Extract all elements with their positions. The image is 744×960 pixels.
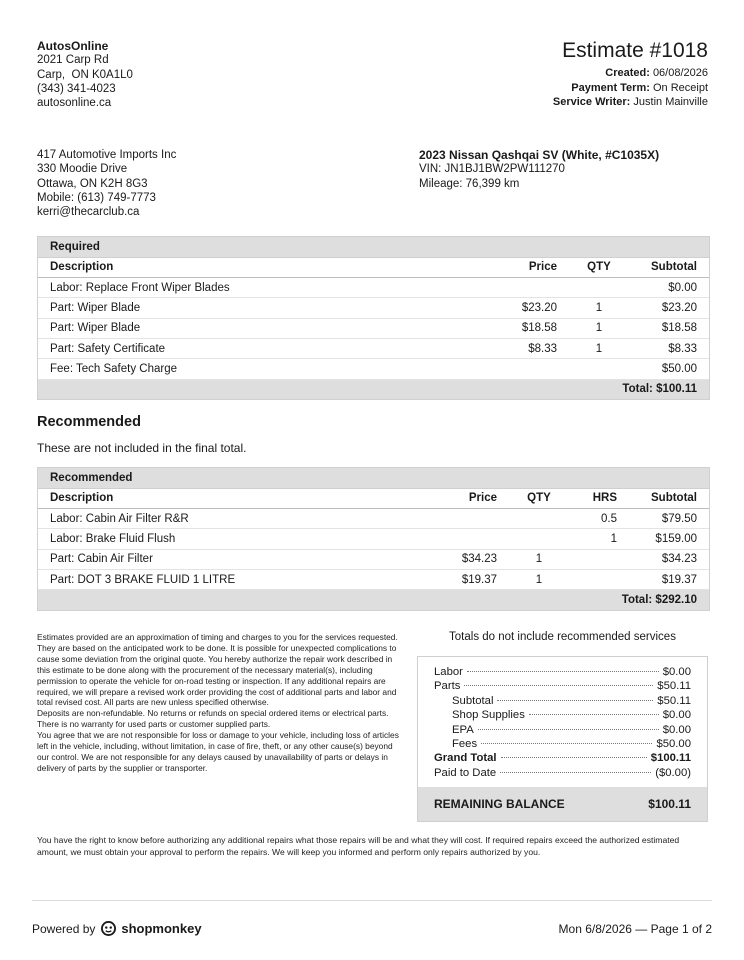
item-subtotal: $8.33: [629, 338, 709, 358]
summary-value: $100.11: [650, 752, 691, 765]
recommended-total: Total: $292.10: [38, 590, 709, 610]
required-section-label: Required: [38, 237, 709, 257]
item-price: [479, 278, 569, 298]
shop-info: [37, 39, 133, 110]
summary-value: $0.00: [662, 666, 691, 678]
col-price: Price: [479, 257, 569, 277]
customer-mobile: Mobile: (613) 749-7773: [37, 191, 156, 204]
col-price: Price: [429, 488, 509, 508]
item-price: $19.37: [429, 569, 509, 589]
item-qty: [569, 359, 629, 379]
summary-value: ($0.00): [655, 766, 691, 779]
payment-term: On Receipt: [652, 81, 708, 94]
powered-by: [32, 921, 202, 936]
table-row: [38, 318, 709, 338]
vehicle-info: [419, 148, 659, 191]
item-description: Part: Wiper Blade: [38, 298, 479, 318]
customer-info: [37, 148, 176, 219]
writer-line: [553, 95, 708, 110]
col-qty: QTY: [509, 488, 569, 508]
totals-note: Totals do not include recommended services: [449, 631, 676, 643]
required-table: [37, 236, 710, 400]
disclaimer-paragraph: Estimates provided are an approximation of timing and charges to you for the services requested. They are based on the anticipated work to be done. It is possible for unexpected complications to cause some deviation from the original quote. You hereby authorize the repair work described in this estimate to be done along with the procurement of the necessary material(s), including permission to operate the vehicle for on-road testing or inspection. If any additional repairs are required, we will prepare a revised work order providing the cost of additional parts and labor and total revised cost. All parts are new unless specified otherwise.: [37, 632, 398, 708]
estimate-title: Estimate #1018: [562, 39, 708, 62]
summary-label: Fees: [452, 738, 478, 751]
recommended-section-label: Recommended: [38, 468, 709, 488]
disclaimer-paragraph: Deposits are non-refundable. No returns or refunds on special ordered items or electrical parts. There is no warranty for used parts or customer supplied parts.: [37, 708, 389, 730]
item-description: Labor: Brake Fluid Flush: [38, 529, 429, 549]
vehicle-mileage: Mileage: 76,399 km: [419, 177, 520, 190]
table-row: [38, 569, 709, 589]
item-qty: 1: [569, 298, 629, 318]
dot-leader: [500, 772, 651, 773]
created-label: Created:: [605, 67, 650, 79]
dot-leader: [467, 671, 659, 672]
dot-leader: [478, 729, 659, 730]
col-hrs: HRS: [569, 488, 629, 508]
summary-value: $0.00: [662, 723, 691, 736]
table-row: [38, 338, 709, 358]
item-price: [429, 529, 509, 549]
col-description: Description: [38, 257, 479, 277]
summary-row: [434, 665, 691, 679]
created-line: [553, 66, 708, 81]
dot-leader: [481, 743, 652, 744]
item-qty: 1: [569, 338, 629, 358]
page-info: Mon 6/8/2026 — Page 1 of 2: [558, 922, 712, 936]
summary-row: [434, 751, 691, 765]
payment-label: Payment Term:: [571, 81, 650, 94]
recommended-table: [37, 467, 710, 611]
customer-address-line1: 330 Moodie Drive: [37, 163, 128, 176]
monkey-icon: [101, 921, 116, 936]
summary-label: Parts: [434, 680, 461, 693]
item-price: $23.20: [479, 298, 569, 318]
disclaimer-paragraph: You agree that we are not responsible for loss or damage to your vehicle, including loss of articles left in the vehicle, including, without limitation, in case of fire, theft, or any other cause(s) beyond our control. We are not responsible for any delays caused by unavailability of parts or delays in delivery of parts by the supplier or transporter.: [37, 730, 399, 773]
col-subtotal: Subtotal: [629, 257, 709, 277]
powered-by-label: Powered by: [32, 921, 96, 936]
item-description: Fee: Tech Safety Charge: [38, 359, 479, 379]
col-description: Description: [38, 488, 429, 508]
recommended-header-row: [38, 488, 709, 508]
summary-value: $50.00: [656, 738, 691, 751]
item-price: [429, 509, 509, 529]
disclaimer: [37, 632, 407, 774]
item-hrs: 1: [569, 529, 629, 549]
item-description: Part: Cabin Air Filter: [38, 549, 429, 569]
item-subtotal: $34.23: [629, 549, 709, 569]
vehicle-name: 2023 Nissan Qashqai SV (White, #C1035X): [419, 148, 660, 162]
shopmonkey-logo: [101, 921, 201, 936]
col-qty: QTY: [569, 257, 629, 277]
item-hrs: [569, 569, 629, 589]
shop-phone: (343) 341-4023: [37, 82, 116, 95]
summary-label: Shop Supplies: [452, 709, 525, 722]
dot-leader: [497, 700, 653, 701]
table-row: [38, 549, 709, 569]
summary-label: Paid to Date: [434, 766, 497, 779]
brand-name: shopmonkey: [121, 921, 202, 936]
shop-address-line1: 2021 Carp Rd: [37, 54, 109, 67]
item-qty: [509, 509, 569, 529]
summary-value: $50.11: [657, 694, 691, 707]
dot-leader: [529, 714, 659, 715]
table-row: [38, 298, 709, 318]
required-total: Total: $100.11: [38, 379, 709, 399]
remaining-balance-value: $100.11: [648, 797, 691, 812]
table-row: [38, 509, 709, 529]
item-description: Part: DOT 3 BRAKE FLUID 1 LITRE: [38, 569, 429, 589]
table-row: [38, 278, 709, 298]
table-row: [38, 529, 709, 549]
remaining-balance-label: REMAINING BALANCE: [434, 797, 565, 812]
item-subtotal: $23.20: [629, 298, 709, 318]
customer-address-line2: Ottawa, ON K2H 8G3: [37, 177, 148, 190]
summary-label: Subtotal: [452, 694, 494, 707]
recommended-note: These are not included in the final total.: [37, 441, 247, 455]
footer-divider: [32, 900, 712, 901]
shop-website: autosonline.ca: [37, 97, 112, 110]
summary-value: $0.00: [662, 709, 691, 722]
col-subtotal: Subtotal: [629, 488, 709, 508]
item-price: $18.58: [479, 318, 569, 338]
item-qty: 1: [509, 569, 569, 589]
summary-label: Grand Total: [434, 752, 497, 765]
item-qty: 1: [509, 549, 569, 569]
created-date: 06/08/2026: [652, 67, 708, 79]
writer-label: Service Writer:: [552, 96, 631, 108]
item-description: Part: Safety Certificate: [38, 338, 479, 358]
shop-address-line2: Carp, ON K0A1L0: [37, 68, 133, 81]
item-qty: 1: [569, 318, 629, 338]
summary-row: [434, 708, 691, 722]
item-description: Labor: Cabin Air Filter R&R: [38, 509, 429, 529]
item-qty: [509, 529, 569, 549]
remaining-balance: [418, 787, 707, 821]
service-writer: Justin Mainville: [633, 96, 708, 108]
item-subtotal: $50.00: [629, 359, 709, 379]
customer-email: kerri@thecarclub.ca: [37, 206, 140, 219]
payment-line: [553, 81, 708, 96]
item-hrs: 0.5: [569, 509, 629, 529]
vehicle-vin: VIN: JN1BJ1BW2PW111270: [419, 163, 565, 176]
totals-summary: [417, 656, 708, 822]
item-subtotal: $79.50: [629, 509, 709, 529]
required-header-row: [38, 257, 709, 277]
summary-label: Labor: [434, 666, 463, 678]
summary-value: $50.11: [657, 680, 691, 693]
estimate-header: [553, 38, 708, 110]
item-description: Part: Wiper Blade: [38, 318, 479, 338]
rights-notice: You have the right to know before authorizing any additional repairs what those repairs will be and what they will cost. If required repairs exceed the authorized estimated amount, we must obtain your approval to perform the repairs. We will keep you informed and perform only repairs authorized by you.: [37, 835, 680, 857]
item-description: Labor: Replace Front Wiper Blades: [38, 278, 479, 298]
item-subtotal: $19.37: [629, 569, 709, 589]
summary-row: [434, 723, 691, 737]
item-subtotal: $18.58: [629, 318, 709, 338]
item-qty: [569, 278, 629, 298]
summary-row: [434, 694, 691, 708]
summary-row: [434, 737, 691, 751]
summary-row: [434, 679, 691, 693]
dot-leader: [501, 757, 647, 758]
table-row: [38, 359, 709, 379]
recommended-heading: Recommended: [37, 414, 141, 430]
item-price: [479, 359, 569, 379]
item-price: $34.23: [429, 549, 509, 569]
dot-leader: [464, 685, 653, 686]
summary-label: EPA: [452, 723, 474, 736]
item-hrs: [569, 549, 629, 569]
customer-name: 417 Automotive Imports Inc: [37, 149, 177, 161]
item-price: $8.33: [479, 338, 569, 358]
summary-row: [434, 766, 691, 780]
shop-name: AutosOnline: [37, 39, 109, 53]
item-subtotal: $0.00: [629, 278, 709, 298]
item-subtotal: $159.00: [629, 529, 709, 549]
